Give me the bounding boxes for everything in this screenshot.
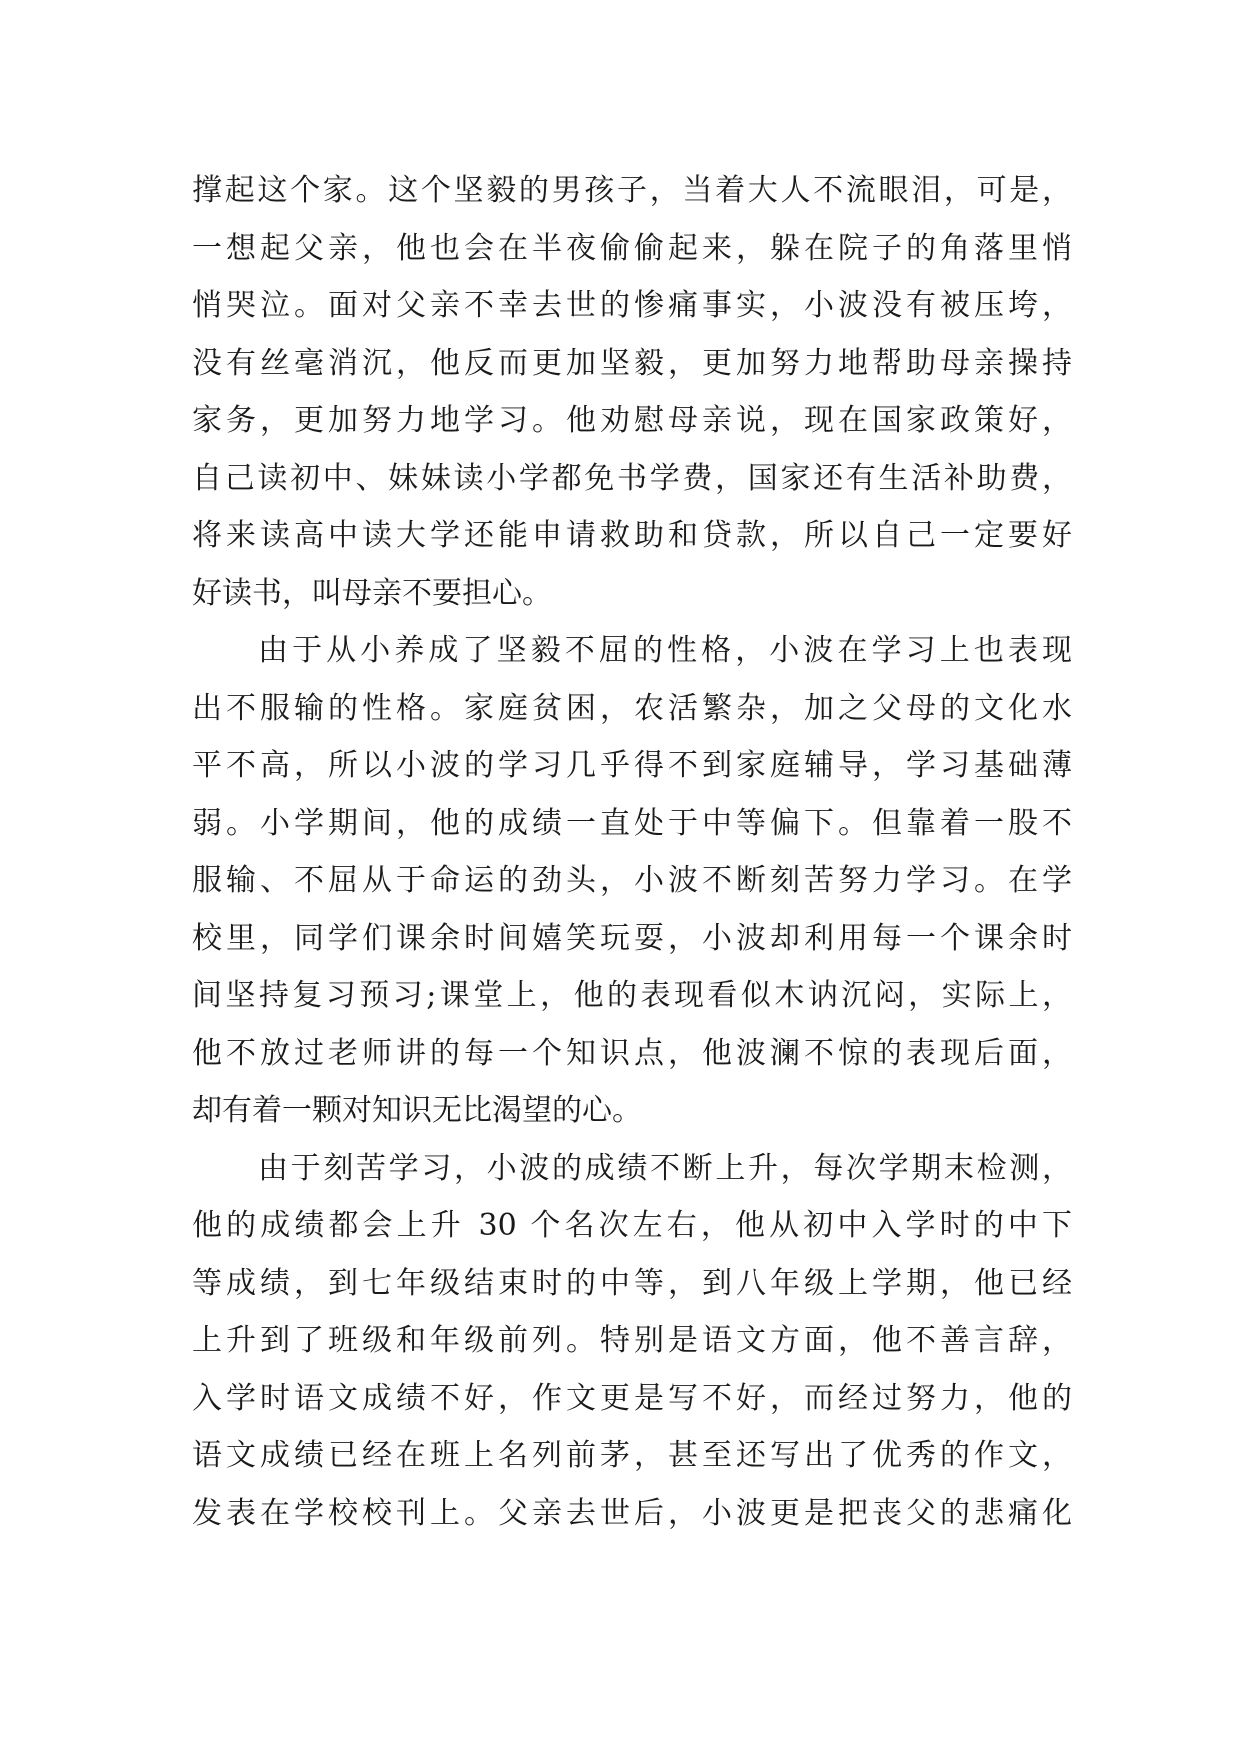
text-line: 平不高，所以小波的学习几乎得不到家庭辅导，学习基础薄 [192,748,1072,783]
text-line: 入学时语文成绩不好，作文更是写不好，而经过努力，他的 [192,1380,1072,1416]
text-line: 弱。小学期间，他的成绩一直处于中等偏下。但靠着一股不 [192,805,1072,841]
text-line: 将来读高中读大学还能申请救助和贷款，所以自己一定要好 [192,518,1072,553]
text-line: 语文成绩已经在班上名列前茅，甚至还写出了优秀的作文， [192,1438,1072,1473]
text-line: 发表在学校校刊上。父亲去世后，小波更是把丧父的悲痛化 [192,1495,1072,1531]
text-line: 却有着一颗对知识无比渴望的心。 [192,1093,642,1128]
paragraph-2 [192,622,1072,1140]
text-line: 由于从小养成了坚毅不屈的性格，小波在学习上也表现 [258,633,1072,668]
text-line: 他不放过老师讲的每一个知识点，他波澜不惊的表现后面， [192,1035,1072,1071]
paragraph-3 [192,1140,1072,1543]
text-line: 撑起这个家。这个坚毅的男孩子，当着大人不流眼泪，可是， [192,173,1072,208]
text-line: 上升到了班级和年级前列。特别是语文方面，他不善言辞， [192,1323,1072,1358]
text-line: 没有丝毫消沉，他反而更加坚毅，更加努力地帮助母亲操持 [192,345,1072,381]
body-text [192,162,1072,1542]
text-line: 校里，同学们课余时间嬉笑玩耍，小波却利用每一个课余时 [192,920,1072,956]
text-line: 等成绩，到七年级结束时的中等，到八年级上学期，他已经 [192,1265,1072,1301]
text-line: 间坚持复习预习;课堂上，他的表现看似木讷沉闷，实际上， [192,978,1072,1013]
text-line: 悄哭泣。面对父亲不幸去世的惨痛事实，小波没有被压垮， [192,288,1072,323]
text-line: 家务，更加努力地学习。他劝慰母亲说，现在国家政策好， [192,403,1072,438]
text-line: 自己读初中、妹妹读小学都免书学费，国家还有生活补助费， [192,460,1072,496]
text-line: 他的成绩都会上升 30 个名次左右，他从初中入学时的中下 [192,1208,1072,1243]
text-line: 好读书，叫母亲不要担心。 [192,575,552,611]
text-line: 出不服输的性格。家庭贫困，农活繁杂，加之父母的文化水 [192,690,1072,726]
text-line: 服输、不屈从于命运的劲头，小波不断刻苦努力学习。在学 [192,863,1072,898]
text-line: 由于刻苦学习，小波的成绩不断上升，每次学期末检测， [258,1150,1072,1186]
text-line: 一想起父亲，他也会在半夜偷偷起来，躲在院子的角落里悄 [192,230,1072,266]
paragraph-1 [192,162,1072,622]
